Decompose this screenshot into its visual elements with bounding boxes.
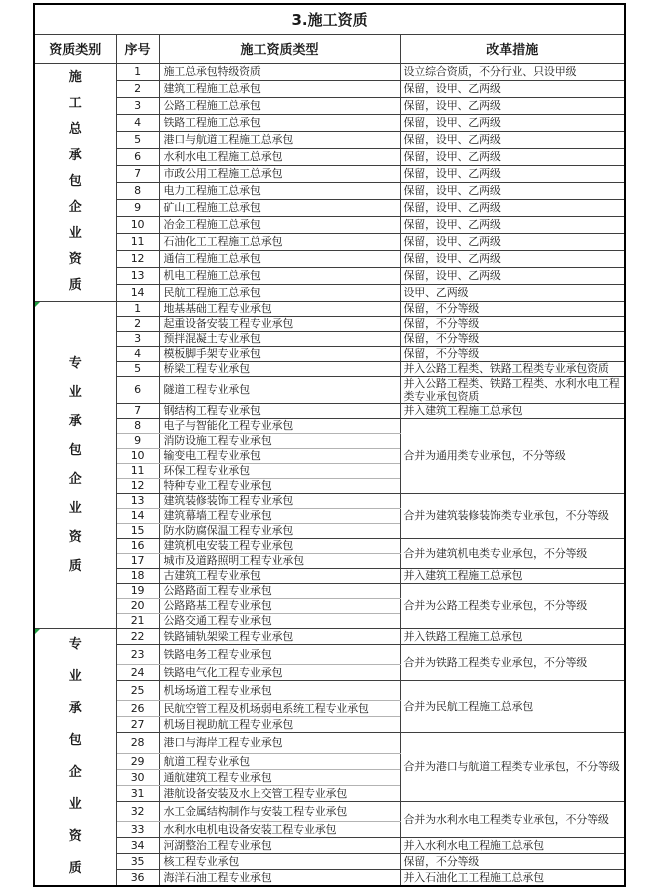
serial-number-cell: 13 [116, 493, 159, 508]
qualification-type-cell: 铁路工程施工总承包 [159, 114, 400, 131]
serial-number-cell: 10 [116, 448, 159, 463]
qualification-type-cell: 机场目视助航工程专业承包 [159, 717, 400, 733]
reform-measure-cell: 保留，不分等级 [400, 316, 625, 331]
table-row [34, 250, 625, 267]
qualification-type-cell: 古建筑工程专业承包 [159, 568, 400, 583]
table-row [34, 733, 625, 753]
reform-measure-cell: 合并为建筑装修装饰类专业承包，不分等级 [400, 493, 625, 538]
qualification-type-cell: 通信工程施工总承包 [159, 250, 400, 267]
serial-number-cell: 9 [116, 433, 159, 448]
reform-measure-cell: 合并为港口与航道工程类专业承包，不分等级 [400, 733, 625, 801]
qualification-type-cell: 河湖整治工程专业承包 [159, 838, 400, 854]
reform-measure-cell: 保留，设甲、乙两级 [400, 267, 625, 284]
table-row [34, 376, 625, 403]
table-row [34, 854, 625, 870]
reform-measure-cell: 合并为公路工程类专业承包，不分等级 [400, 583, 625, 628]
table-row [34, 801, 625, 821]
qualification-type-cell: 港口与航道工程施工总承包 [159, 131, 400, 148]
reform-measure-cell: 保留，设甲、乙两级 [400, 114, 625, 131]
column-header-type: 施工资质类型 [159, 34, 400, 63]
serial-number-cell: 9 [116, 199, 159, 216]
reform-measure-cell: 保留，设甲、乙两级 [400, 199, 625, 216]
table-row [34, 199, 625, 216]
serial-number-cell: 11 [116, 463, 159, 478]
table-row [34, 361, 625, 376]
construction-qualification-table [33, 3, 626, 887]
qualification-type-cell: 消防设施工程专业承包 [159, 433, 400, 448]
reform-measure-cell: 保留，设甲、乙两级 [400, 97, 625, 114]
serial-number-cell: 1 [116, 301, 159, 316]
table-row [34, 680, 625, 700]
serial-number-cell: 21 [116, 613, 159, 628]
serial-number-cell: 26 [116, 701, 159, 717]
serial-number-cell: 6 [116, 148, 159, 165]
serial-number-cell: 22 [116, 628, 159, 644]
serial-number-cell: 29 [116, 753, 159, 769]
reform-measure-cell: 保留，不分等级 [400, 301, 625, 316]
serial-number-cell: 8 [116, 182, 159, 199]
table-row [34, 267, 625, 284]
serial-number-cell: 32 [116, 801, 159, 821]
reform-measure-cell: 保留，不分等级 [400, 346, 625, 361]
title-row [34, 4, 625, 34]
reform-measure-cell: 合并为民航工程施工总承包 [400, 680, 625, 732]
table-row [34, 838, 625, 854]
serial-number-cell: 34 [116, 838, 159, 854]
qualification-type-cell: 建筑工程施工总承包 [159, 80, 400, 97]
qualification-type-cell: 石油化工工程施工总承包 [159, 233, 400, 250]
reform-measure-cell: 合并为通用类专业承包，不分等级 [400, 418, 625, 493]
reform-measure-cell: 保留，设甲、乙两级 [400, 148, 625, 165]
serial-number-cell: 31 [116, 785, 159, 801]
reform-measure-cell: 合并为建筑机电类专业承包，不分等级 [400, 538, 625, 568]
table-row [34, 182, 625, 199]
table-row [34, 131, 625, 148]
qualification-type-cell: 建筑幕墙工程专业承包 [159, 508, 400, 523]
reform-measure-cell: 并入水利水电工程施工总承包 [400, 838, 625, 854]
category-cell [34, 628, 116, 886]
reform-measure-cell: 并入建筑工程施工总承包 [400, 568, 625, 583]
serial-number-cell: 7 [116, 165, 159, 182]
qualification-type-cell: 电子与智能化工程专业承包 [159, 418, 400, 433]
qualification-type-cell: 模板脚手架专业承包 [159, 346, 400, 361]
qualification-type-cell: 航道工程专业承包 [159, 753, 400, 769]
reform-measure-cell: 保留，设甲、乙两级 [400, 80, 625, 97]
serial-number-cell: 24 [116, 664, 159, 680]
qualification-type-cell: 公路路面工程专业承包 [159, 583, 400, 598]
cell-corner-marker-icon [35, 302, 40, 307]
reform-measure-cell: 合并为水利水电工程类专业承包，不分等级 [400, 801, 625, 837]
table-row [34, 301, 625, 316]
qualification-type-cell: 预拌混凝土专业承包 [159, 331, 400, 346]
serial-number-cell: 12 [116, 478, 159, 493]
table-row [34, 493, 625, 508]
reform-measure-cell: 保留，设甲、乙两级 [400, 233, 625, 250]
qualification-type-cell: 环保工程专业承包 [159, 463, 400, 478]
serial-number-cell: 20 [116, 598, 159, 613]
qualification-type-cell: 机电工程施工总承包 [159, 267, 400, 284]
serial-number-cell: 11 [116, 233, 159, 250]
category-cell [34, 301, 116, 628]
serial-number-cell: 27 [116, 717, 159, 733]
qualification-type-cell: 输变电工程专业承包 [159, 448, 400, 463]
reform-measure-cell: 合并为铁路工程类专业承包，不分等级 [400, 644, 625, 680]
table-row [34, 97, 625, 114]
category-cell [34, 63, 116, 301]
qualification-type-cell: 港航设备安装及水上交管工程专业承包 [159, 785, 400, 801]
qualification-type-cell: 建筑机电安装工程专业承包 [159, 538, 400, 553]
serial-number-cell: 6 [116, 376, 159, 403]
serial-number-cell: 4 [116, 114, 159, 131]
qualification-type-cell: 隧道工程专业承包 [159, 376, 400, 403]
table-row [34, 538, 625, 553]
table-body [34, 63, 625, 886]
serial-number-cell: 15 [116, 523, 159, 538]
qualification-type-cell: 钢结构工程专业承包 [159, 403, 400, 418]
serial-number-cell: 17 [116, 553, 159, 568]
table-row [34, 284, 625, 301]
reform-measure-cell: 保留，设甲、乙两级 [400, 216, 625, 233]
reform-measure-cell: 保留，不分等级 [400, 854, 625, 870]
serial-number-cell: 4 [116, 346, 159, 361]
serial-number-cell: 25 [116, 680, 159, 700]
qualification-type-cell: 铁路铺轨架梁工程专业承包 [159, 628, 400, 644]
qualification-type-cell: 海洋石油工程专业承包 [159, 870, 400, 886]
table-row [34, 331, 625, 346]
table-row [34, 418, 625, 433]
reform-measure-cell: 设甲、乙两级 [400, 284, 625, 301]
qualification-type-cell: 水利水电机电设备安装工程专业承包 [159, 822, 400, 838]
qualification-type-cell: 民航空管工程及机场弱电系统工程专业承包 [159, 701, 400, 717]
reform-measure-cell: 并入公路工程类、铁路工程类专业承包资质 [400, 361, 625, 376]
serial-number-cell: 5 [116, 361, 159, 376]
category-label: 专 业 承 包 企 业 资 质 [68, 636, 82, 876]
table-title: 3.施工资质 [34, 4, 625, 34]
qualification-type-cell: 民航工程施工总承包 [159, 284, 400, 301]
table-row [34, 148, 625, 165]
table-row [34, 216, 625, 233]
serial-number-cell: 2 [116, 80, 159, 97]
reform-measure-cell: 保留，设甲、乙两级 [400, 131, 625, 148]
qualification-type-cell: 起重设备安装工程专业承包 [159, 316, 400, 331]
serial-number-cell: 10 [116, 216, 159, 233]
serial-number-cell: 13 [116, 267, 159, 284]
table-row [34, 583, 625, 598]
column-header-row [34, 34, 625, 63]
serial-number-cell: 8 [116, 418, 159, 433]
reform-measure-cell: 保留，设甲、乙两级 [400, 250, 625, 267]
qualification-type-cell: 公路路基工程专业承包 [159, 598, 400, 613]
cell-corner-marker-icon [35, 629, 40, 634]
serial-number-cell: 2 [116, 316, 159, 331]
serial-number-cell: 35 [116, 854, 159, 870]
qualification-type-cell: 通航建筑工程专业承包 [159, 769, 400, 785]
column-header-category: 资质类别 [34, 34, 116, 63]
reform-measure-cell: 保留，不分等级 [400, 331, 625, 346]
qualification-type-cell: 地基基础工程专业承包 [159, 301, 400, 316]
reform-measure-cell: 并入建筑工程施工总承包 [400, 403, 625, 418]
qualification-type-cell: 城市及道路照明工程专业承包 [159, 553, 400, 568]
table-row [34, 628, 625, 644]
serial-number-cell: 14 [116, 284, 159, 301]
serial-number-cell: 16 [116, 538, 159, 553]
table-row [34, 80, 625, 97]
table-row [34, 568, 625, 583]
table-row [34, 870, 625, 886]
table-row [34, 316, 625, 331]
table-row [34, 403, 625, 418]
column-header-serial: 序号 [116, 34, 159, 63]
qualification-type-cell: 冶金工程施工总承包 [159, 216, 400, 233]
qualification-type-cell: 港口与海岸工程专业承包 [159, 733, 400, 753]
table-row [34, 63, 625, 80]
serial-number-cell: 18 [116, 568, 159, 583]
serial-number-cell: 3 [116, 331, 159, 346]
qualification-type-cell: 铁路电务工程专业承包 [159, 644, 400, 664]
qualification-type-cell: 特种专业工程专业承包 [159, 478, 400, 493]
reform-measure-cell: 保留，设甲、乙两级 [400, 165, 625, 182]
serial-number-cell: 7 [116, 403, 159, 418]
serial-number-cell: 30 [116, 769, 159, 785]
serial-number-cell: 3 [116, 97, 159, 114]
reform-measure-cell: 设立综合资质，不分行业、只设甲级 [400, 63, 625, 80]
serial-number-cell: 5 [116, 131, 159, 148]
serial-number-cell: 12 [116, 250, 159, 267]
serial-number-cell: 23 [116, 644, 159, 664]
reform-measure-cell: 保留，设甲、乙两级 [400, 182, 625, 199]
qualification-type-cell: 公路工程施工总承包 [159, 97, 400, 114]
qualification-type-cell: 市政公用工程施工总承包 [159, 165, 400, 182]
serial-number-cell: 19 [116, 583, 159, 598]
qualification-type-cell: 铁路电气化工程专业承包 [159, 664, 400, 680]
category-label: 施 工 总 承 包 企 业 资 质 [68, 70, 82, 293]
serial-number-cell: 33 [116, 822, 159, 838]
qualification-type-cell: 施工总承包特级资质 [159, 63, 400, 80]
serial-number-cell: 36 [116, 870, 159, 886]
serial-number-cell: 14 [116, 508, 159, 523]
table-row [34, 346, 625, 361]
qualification-type-cell: 电力工程施工总承包 [159, 182, 400, 199]
reform-measure-cell: 并入公路工程类、铁路工程类、水利水电工程类专业承包资质 [400, 376, 625, 403]
qualification-type-cell: 桥梁工程专业承包 [159, 361, 400, 376]
qualification-type-cell: 矿山工程施工总承包 [159, 199, 400, 216]
serial-number-cell: 28 [116, 733, 159, 753]
table-row [34, 114, 625, 131]
qualification-type-cell: 建筑装修装饰工程专业承包 [159, 493, 400, 508]
table-row [34, 233, 625, 250]
table-row [34, 644, 625, 664]
serial-number-cell: 1 [116, 63, 159, 80]
reform-measure-cell: 并入铁路工程施工总承包 [400, 628, 625, 644]
column-header-measure: 改革措施 [400, 34, 625, 63]
category-label: 专 业 承 包 企 业 资 质 [68, 355, 82, 574]
table-row [34, 165, 625, 182]
reform-measure-cell: 并入石油化工工程施工总承包 [400, 870, 625, 886]
qualification-type-cell: 公路交通工程专业承包 [159, 613, 400, 628]
qualification-type-cell: 水利水电工程施工总承包 [159, 148, 400, 165]
qualification-type-cell: 核工程专业承包 [159, 854, 400, 870]
qualification-type-cell: 水工金属结构制作与安装工程专业承包 [159, 801, 400, 821]
qualification-type-cell: 机场场道工程专业承包 [159, 680, 400, 700]
qualification-type-cell: 防水防腐保温工程专业承包 [159, 523, 400, 538]
